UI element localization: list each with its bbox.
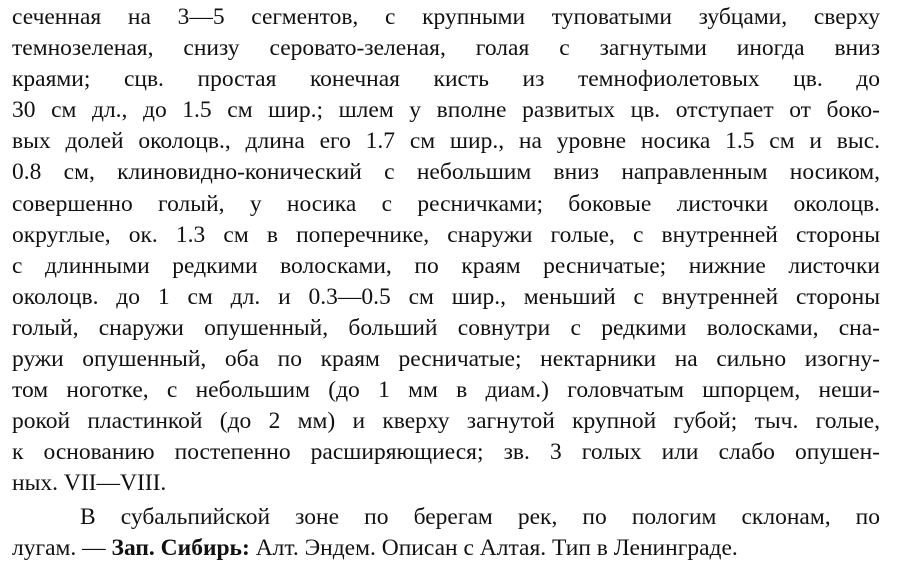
text-line: ружи опушенный, оба по краям ресничатые; нектарники на сильно изогну- (12, 346, 880, 373)
habitat-line: В субальпийской зоне по берегам рек, по пологим склонам, по (80, 503, 880, 530)
text-line: к основанию постепенно расширяющиеся; зв. 3 голых или слабо опушен- (12, 439, 880, 466)
habitat-text-start: лугам. — (12, 534, 112, 561)
region-name: Зап. Сибирь: (111, 534, 250, 561)
habitat-line-final (12, 533, 880, 564)
habitat-text-end: Алт. Эндем. Описан с Алтая. Тип в Ленинграде. (249, 534, 738, 561)
text-line: 0.8 см, клиновидно-конический с небольшим вниз направленным носиком, (12, 159, 880, 186)
text-line: том ноготке, с небольшим (до 1 мм в диам.) головчатым шпорцем, неши- (12, 377, 880, 404)
text-line: совершенно голый, у носика с ресничками; боковые листочки околоцв. (12, 190, 880, 217)
text-line: краями; сцв. простая конечная кисть из темнофиолетовых цв. до (12, 66, 880, 93)
text-line: сеченная на 3—5 сегментов, с крупными туповатыми зубцами, сверху (12, 4, 880, 30)
text-line: вых долей околоцв., длина его 1.7 см шир., на уровне носика 1.5 см и выс. (12, 128, 880, 155)
habitat-paragraph (12, 502, 880, 564)
text-line: рокой пластинкой (до 2 мм) и кверху загнутой крупной губой; тыч. голые, (12, 408, 880, 435)
text-line: с длинными редкими волосками, по краям ресничатые; нижние листочки (12, 252, 880, 279)
text-line: 30 см дл., до 1.5 см шир.; шлем у вполне развитых цв. отступает от боко- (12, 97, 880, 124)
description-paragraph (12, 2, 880, 500)
text-line: околоцв. до 1 см дл. и 0.3—0.5 см шир., меньший с внутренней стороны (12, 283, 880, 310)
text-line: ных. VII—VIII. (12, 470, 167, 497)
text-line: темнозеленая, снизу серовато-зеленая, голая с загнутыми иногда вниз (12, 35, 880, 62)
text-line: голый, снаружи опушенный, больший совнутри с редкими волосками, сна- (12, 314, 880, 341)
text-line: округлые, ок. 1.3 см в поперечнике, снаружи голые, с внутренней стороны (12, 221, 880, 248)
